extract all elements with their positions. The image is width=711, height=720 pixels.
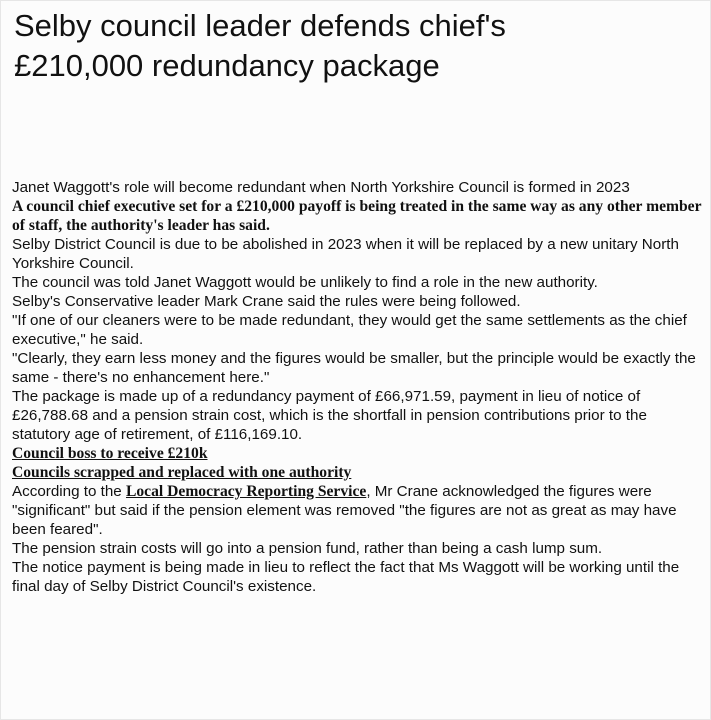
ldrs-link[interactable]: Local Democracy Reporting Service	[125, 483, 367, 500]
paragraph-2: The council was told Janet Waggott would be unlikely to find a role in the new authority.	[12, 274, 598, 291]
article-headline	[14, 6, 704, 86]
article-lead: A council chief executive set for a £210,000 payoff is being treated in the same way as any other member of staff, the authority's leader has said.	[12, 198, 702, 234]
article-body	[12, 178, 704, 596]
paragraph-6: The package is made up of a redundancy payment of £66,971.59, payment in lieu of notice of £26,788.68 and a pension strain cost, which is the shortfall in pension contributions prior to the statutory age of retirement, of £116,169.10.	[12, 388, 647, 443]
related-link-councils-scrapped[interactable]: Councils scrapped and replaced with one authority	[12, 464, 352, 481]
headline-line-1: Selby council leader defends chief's	[14, 8, 506, 43]
paragraph-7-after: , Mr Crane acknowledged the figures were "significant" but said if the pension element was removed "the figures are not as great as may have been feared".	[12, 483, 677, 538]
paragraph-7	[12, 482, 704, 539]
paragraph-5: "Clearly, they earn less money and the figures would be smaller, but the principle would be exactly the same - there's no enhancement here."	[12, 350, 696, 386]
paragraph-4: "If one of our cleaners were to be made redundant, they would get the same settlements as the chief executive," he said.	[12, 312, 687, 348]
paragraph-9: The notice payment is being made in lieu to reflect the fact that Ms Waggott will be working until the final day of Selby District Council's existence.	[12, 559, 680, 595]
paragraph-7-before: According to the	[12, 483, 126, 500]
related-link-council-boss[interactable]: Council boss to receive £210k	[12, 445, 208, 462]
headline-line-2: £210,000 redundancy package	[14, 48, 440, 83]
image-caption: Janet Waggott's role will become redundant when North Yorkshire Council is formed in 2023	[12, 179, 630, 196]
paragraph-8: The pension strain costs will go into a pension fund, rather than being a cash lump sum.	[12, 540, 603, 557]
paragraph-1: Selby District Council is due to be abolished in 2023 when it will be replaced by a new unitary North Yorkshire Council.	[12, 236, 679, 272]
paragraph-3: Selby's Conservative leader Mark Crane said the rules were being followed.	[12, 293, 521, 310]
